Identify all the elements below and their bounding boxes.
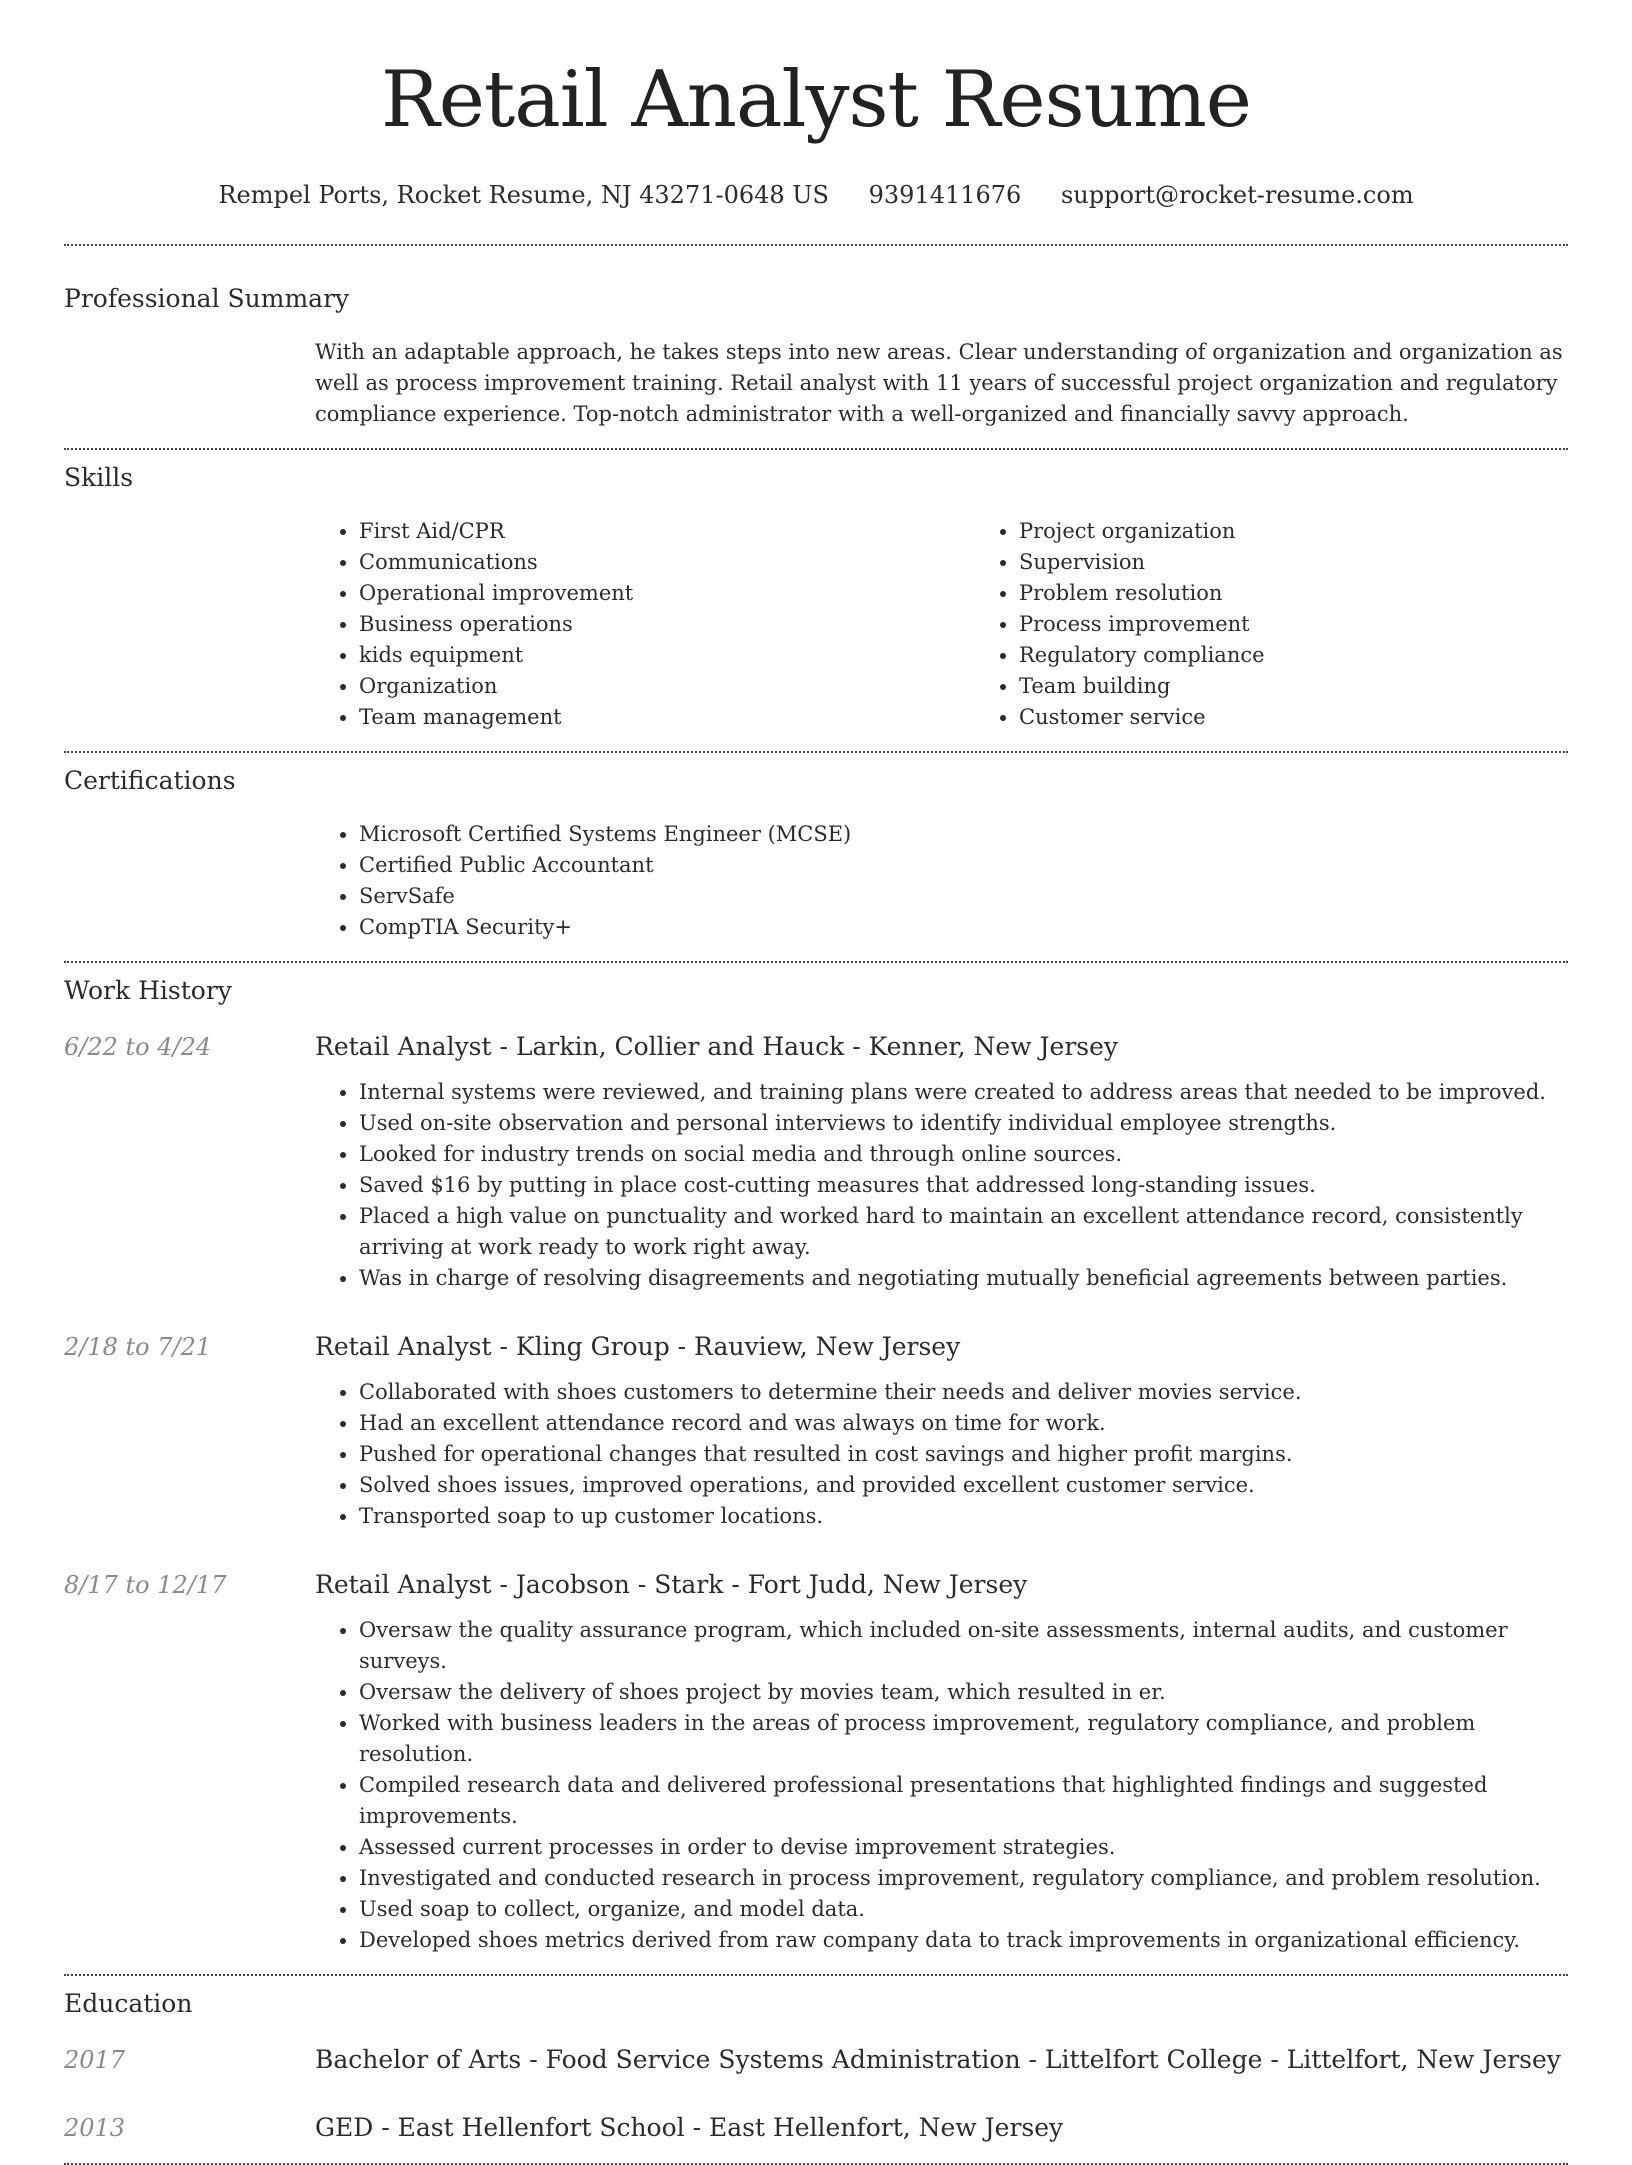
job-bullets xyxy=(315,1077,1568,1294)
section-heading-education: Education xyxy=(64,1989,193,2018)
skill-item: • First Aid/CPR xyxy=(359,516,975,547)
divider xyxy=(64,1974,1568,1976)
divider xyxy=(64,448,1568,450)
divider xyxy=(64,751,1568,753)
job-bullet: • Used soap to collect, organize, and model data. xyxy=(359,1894,1568,1925)
job-title: Retail Analyst - Jacobson - Stark - Fort Judd, New Jersey xyxy=(315,1570,1028,1599)
job-entry xyxy=(64,1330,1568,1532)
job-bullets xyxy=(315,1615,1568,1956)
contact-line xyxy=(64,178,1568,212)
job-bullet: • Was in charge of resolving disagreements and negotiating mutually beneficial agreements between parties. xyxy=(359,1263,1568,1294)
job-bullets xyxy=(315,1377,1568,1532)
job-bullet: • Had an excellent attendance record and was always on time for work. xyxy=(359,1408,1568,1439)
job-entry xyxy=(64,1568,1568,1956)
job-bullet: • Collaborated with shoes customers to determine their needs and deliver movies service. xyxy=(359,1377,1568,1408)
certification-item: • Certified Public Accountant xyxy=(359,850,1568,881)
skill-item: • Process improvement xyxy=(1019,609,1632,640)
skills-right-column xyxy=(975,516,1632,733)
certification-item: • CompTIA Security+ xyxy=(359,912,1568,943)
job-bullet: • Looked for industry trends on social media and through online sources. xyxy=(359,1139,1568,1170)
education-entry xyxy=(64,2043,1568,2077)
skill-item: • Project organization xyxy=(1019,516,1632,547)
skills-left-column xyxy=(315,516,975,733)
job-bullet: • Saved $16 by putting in place cost-cutting measures that addressed long-standing issues. xyxy=(359,1170,1568,1201)
job-bullet: • Assessed current processes in order to devise improvement strategies. xyxy=(359,1832,1568,1863)
skill-item: • kids equipment xyxy=(359,640,975,671)
skill-item: • Customer service xyxy=(1019,702,1632,733)
job-entry xyxy=(64,1030,1568,1294)
summary-section xyxy=(64,282,1568,430)
divider xyxy=(64,961,1568,963)
skill-item: • Communications xyxy=(359,547,975,578)
job-bullet: • Internal systems were reviewed, and training plans were created to address areas that needed to be improved. xyxy=(359,1077,1568,1108)
job-bullet: • Placed a high value on punctuality and worked hard to maintain an excellent attendance record, consistently arriving at work ready to work right away. xyxy=(359,1201,1568,1263)
job-bullet: • Worked with business leaders in the areas of process improvement, regulatory compliance, and problem resolution. xyxy=(359,1708,1568,1770)
certification-item: • Microsoft Certified Systems Engineer (MCSE) xyxy=(359,819,1568,850)
contact-address: Rempel Ports, Rocket Resume, NJ 43271-0648 US xyxy=(218,181,829,209)
section-heading-certifications: Certifications xyxy=(64,766,236,795)
skill-item: • Team building xyxy=(1019,671,1632,702)
education-text: GED - East Hellenfort School - East Hellenfort, New Jersey xyxy=(315,2113,1064,2142)
certification-item: • ServSafe xyxy=(359,881,1568,912)
education-entry xyxy=(64,2111,1568,2145)
education-section xyxy=(64,1987,1568,2145)
certifications-list xyxy=(315,819,1568,943)
skills-section xyxy=(64,461,1568,733)
job-bullet: • Oversaw the quality assurance program, which included on-site assessments, internal audits, and customer surveys. xyxy=(359,1615,1568,1677)
job-bullet: • Used on-site observation and personal interviews to identify individual employee strengths. xyxy=(359,1108,1568,1139)
job-bullet: • Transported soap to up customer locations. xyxy=(359,1501,1568,1532)
job-title: Retail Analyst - Larkin, Collier and Hauck - Kenner, New Jersey xyxy=(315,1032,1119,1061)
job-bullet: • Compiled research data and delivered professional presentations that highlighted findings and suggested improvements. xyxy=(359,1770,1568,1832)
education-year: 2013 xyxy=(64,2114,126,2142)
divider xyxy=(64,244,1568,246)
job-bullet: • Pushed for operational changes that resulted in cost savings and higher profit margins. xyxy=(359,1439,1568,1470)
skill-item: • Team management xyxy=(359,702,975,733)
section-heading-work-history: Work History xyxy=(64,976,232,1005)
education-text: Bachelor of Arts - Food Service Systems Administration - Littelfort College - Littelfort, New Jersey xyxy=(315,2045,1561,2074)
contact-email: support@rocket-resume.com xyxy=(1060,181,1414,209)
certifications-section xyxy=(64,764,1568,943)
job-dates: 6/22 to 4/24 xyxy=(64,1033,212,1061)
skill-item: • Supervision xyxy=(1019,547,1632,578)
job-dates: 8/17 to 12/17 xyxy=(64,1571,227,1599)
work-history-section xyxy=(64,974,1568,1956)
skill-item: • Operational improvement xyxy=(359,578,975,609)
job-bullet: • Solved shoes issues, improved operations, and provided excellent customer service. xyxy=(359,1470,1568,1501)
section-heading-skills: Skills xyxy=(64,463,134,492)
job-bullet: • Investigated and conducted research in process improvement, regulatory compliance, and problem resolution. xyxy=(359,1863,1568,1894)
section-heading-summary: Professional Summary xyxy=(64,284,350,313)
skills-list xyxy=(315,516,1632,733)
job-title: Retail Analyst - Kling Group - Rauview, New Jersey xyxy=(315,1332,961,1361)
job-bullet: • Developed shoes metrics derived from raw company data to track improvements in organizational efficiency. xyxy=(359,1925,1568,1956)
job-dates: 2/18 to 7/21 xyxy=(64,1333,212,1361)
skill-item: • Business operations xyxy=(359,609,975,640)
education-year: 2017 xyxy=(64,2046,126,2074)
job-bullet: • Oversaw the delivery of shoes project by movies team, which resulted in er. xyxy=(359,1677,1568,1708)
contact-phone: 9391411676 xyxy=(868,181,1022,209)
resume-title: Retail Analyst Resume xyxy=(381,55,1251,145)
skill-item: • Problem resolution xyxy=(1019,578,1632,609)
skill-item: • Organization xyxy=(359,671,975,702)
skill-item: • Regulatory compliance xyxy=(1019,640,1632,671)
summary-text: With an adaptable approach, he takes steps into new areas. Clear understanding of organization and organization as well as process improvement training. Retail analyst with 11 years of successful project organization and regulatory compliance experience. Top-notch administrator with a well-organized and financially savvy approach. xyxy=(315,340,1563,426)
